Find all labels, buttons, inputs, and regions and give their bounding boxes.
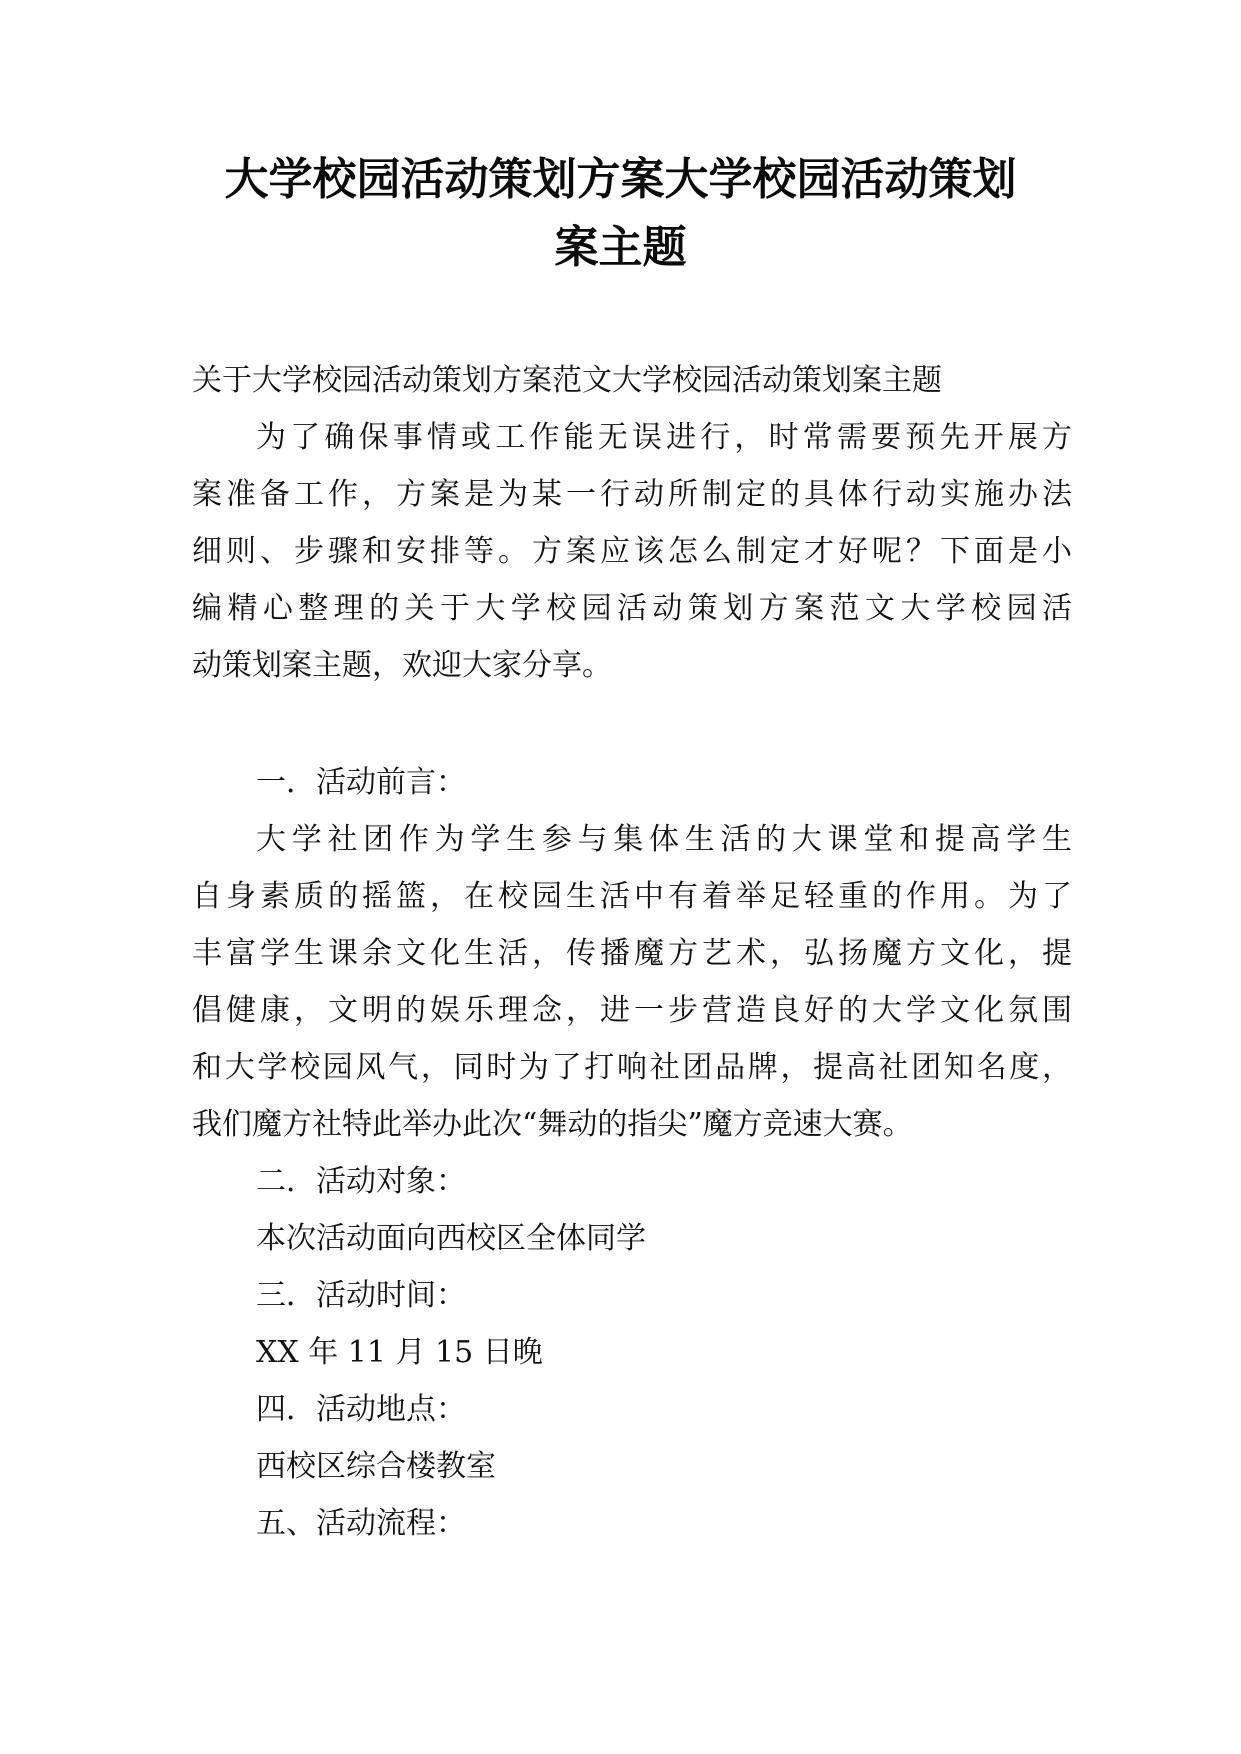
preface-line: 丰富学生课余文化生活，传播魔方艺术，弘扬魔方文化，提 [192, 936, 1072, 971]
intro-line: 案准备工作，方案是为某一行动所制定的具体行动实施办法 [192, 477, 1072, 512]
preface-line: 倡健康，文明的娱乐理念，进一步营造良好的大学文化氛围 [192, 993, 1072, 1028]
intro-paragraph [192, 409, 1072, 694]
document-title-line-1: 大学校园活动策划方案大学校园活动策划 [224, 154, 1017, 205]
document-body [192, 352, 1072, 1552]
section-heading-preface: 一．活动前言： [256, 765, 466, 800]
intro-line: 动策划案主题，欢迎大家分享。 [192, 648, 612, 683]
preface-line: 和大学校园风气，同时为了打响社团品牌，提高社团知名度， [192, 1050, 1072, 1085]
section-heading-process: 五、活动流程： [256, 1506, 466, 1541]
section-heading-audience: 二．活动对象： [256, 1164, 466, 1199]
location-text: 西校区综合楼教室 [256, 1449, 496, 1484]
paragraph-gap [192, 694, 1072, 754]
section-heading-time: 三．活动时间： [256, 1278, 466, 1313]
preface-paragraph [192, 811, 1072, 1153]
audience-text: 本次活动面向西校区全体同学 [256, 1221, 646, 1256]
preface-line: 自身素质的摇篮，在校园生活中有着举足轻重的作用。为了 [192, 879, 1072, 914]
intro-line: 编精心整理的关于大学校园活动策划方案范文大学校园活 [192, 591, 1072, 626]
subtitle: 关于大学校园活动策划方案范文大学校园活动策划案主题 [192, 363, 942, 398]
section-heading-location: 四．活动地点： [256, 1392, 466, 1427]
time-text: XX 年 11 月 15 日晚 [256, 1335, 543, 1370]
intro-line: 细则、步骤和安排等。方案应该怎么制定才好呢？下面是小 [192, 534, 1072, 569]
intro-line: 为了确保事情或工作能无误进行，时常需要预先开展方 [256, 420, 1072, 455]
preface-line: 大学社团作为学生参与集体生活的大课堂和提高学生 [256, 822, 1072, 857]
preface-line: 我们魔方社特此举办此次“舞动的指尖”魔方竞速大赛。 [192, 1107, 913, 1142]
document-title-line-2: 案主题 [554, 222, 687, 273]
